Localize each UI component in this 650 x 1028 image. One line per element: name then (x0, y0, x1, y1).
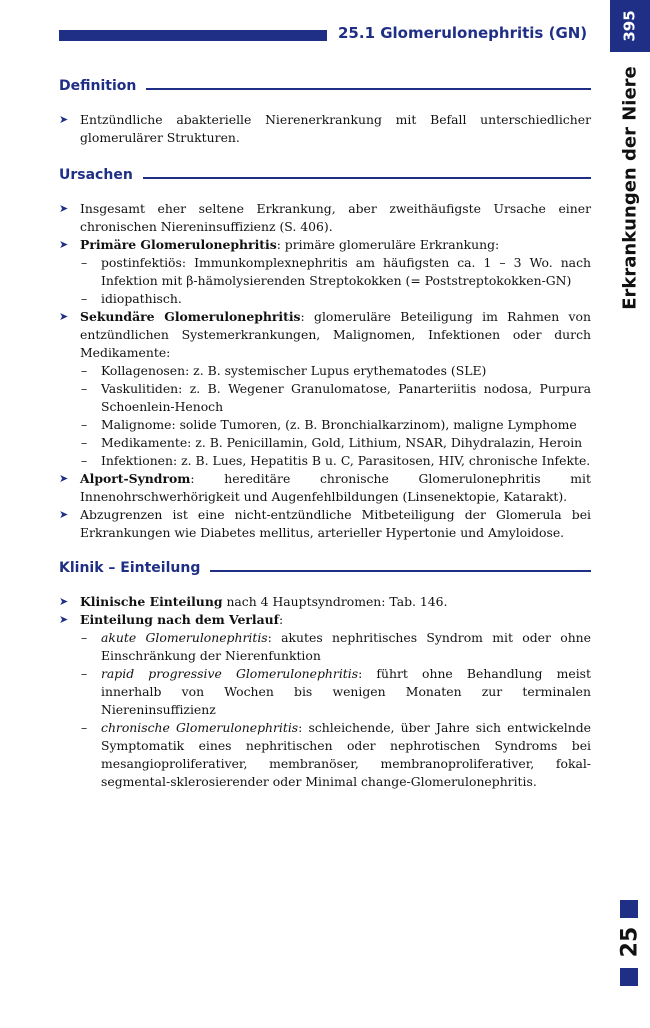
sub-item: – Malignome: solide Tumoren, (z. B. Bronchialkarzinom), maligne Lymphome (59, 416, 591, 434)
list-item: ➤ Insgesamt eher seltene Erkrankung, aber zweithäufigste Ursache einer chronischen Niereninsuffizienz (S. 406). (59, 200, 591, 236)
sub-item: – Infektionen: z. B. Lues, Hepatitis B u. C, Parasitosen, HIV, chronische Infekte. (59, 452, 591, 470)
bold-term: Alport-Syndrom (80, 471, 191, 486)
definition-heading (59, 78, 591, 94)
bold-term: Sekundäre Glomerulonephritis (80, 309, 301, 324)
section-title: 25.1 Glomerulonephritis (GN) (338, 24, 588, 42)
klinik-heading (59, 560, 591, 576)
definition-body (59, 111, 591, 147)
klinik-body (59, 593, 591, 791)
heading-rule (143, 177, 591, 179)
italic-term: rapid progressive Glomerulonephritis (101, 666, 359, 681)
heading-rule (146, 88, 591, 90)
chapter-title: Erkrankungen der Niere (619, 66, 641, 310)
list-item: ➤ Entzündliche abakterielle Nierenerkrankung mit Befall unterschiedlicher glomerulärer Strukturen. (59, 111, 591, 147)
chapter-marker-top (620, 900, 638, 918)
chapter-marker-bottom (620, 968, 638, 986)
bold-term: Klinische Einteilung (80, 594, 223, 609)
sub-item: – idiopathisch. (59, 290, 591, 308)
definition-heading-text: Definition (59, 78, 137, 94)
list-item: ➤ Sekundäre Glomerulonephritis: glomeruläre Beteiligung im Rahmen von entzündlichen Systemerkrankungen, Malignomen, Infektionen oder durch Medikamente: (59, 308, 591, 362)
page-number: 395 (621, 10, 639, 42)
list-item: ➤ Klinische Einteilung nach 4 Hauptsyndromen: Tab. 146. (59, 593, 591, 611)
ursachen-heading-text: Ursachen (59, 167, 133, 183)
list-item: ➤ Alport-Syndrom: hereditäre chronische Glomerulonephritis mit Innenohrschwerhörigkeit und Augenfehlbildungen (Linsenektopie, Katarakt). (59, 470, 591, 506)
italic-term: chronische Glomerulonephritis (101, 720, 299, 735)
sub-item: – rapid progressive Glomerulonephritis: führt ohne Behandlung meist innerhalb von Wochen bis wenigen Monaten zur terminalen Niereninsuffizienz (59, 665, 591, 719)
sub-item: – postinfektiös: Immunkomplexnephritis am häufigsten ca. 1 – 3 Wo. nach Infektion mit β-hämolysierenden Streptokokken (= Poststreptokokken-GN) (59, 254, 591, 290)
list-item: ➤ Primäre Glomerulonephritis: primäre glomeruläre Erkrankung: (59, 236, 591, 254)
sub-item: – chronische Glomerulonephritis: schleichende, über Jahre sich entwickelnde Symptomatik eines nephritischen oder nephrotischen Syndroms bei mesangioproliferativer, membranöser, membranoproliferativer, fokal-segmental-sklerosierender oder Minimal change-Glomerulonephritis. (59, 719, 591, 791)
sub-item: – Medikamente: z. B. Penicillamin, Gold, Lithium, NSAR, Dihydralazin, Heroin (59, 434, 591, 452)
italic-term: akute Glomerulonephritis (101, 630, 268, 645)
ursachen-body (59, 200, 591, 542)
bold-term: Primäre Glomerulonephritis (80, 237, 277, 252)
heading-rule (210, 570, 591, 572)
sub-item: – akute Glomerulonephritis: akutes nephritisches Syndrom mit oder ohne Einschränkung der Nierenfunktion (59, 629, 591, 665)
sub-item: – Kollagenosen: z. B. systemischer Lupus erythematodes (SLE) (59, 362, 591, 380)
bold-term: Einteilung nach dem Verlauf (80, 612, 280, 627)
klinik-heading-text: Klinik – Einteilung (59, 560, 201, 576)
page-number-tab (610, 0, 650, 52)
list-item: ➤ Abzugrenzen ist eine nicht-entzündliche Mitbeteiligung der Glomerula bei Erkrankungen wie Diabetes mellitus, arterieller Hypertonie und Amyloidose. (59, 506, 591, 542)
sub-item: – Vaskulitiden: z. B. Wegener Granulomatose, Panarteriitis nodosa, Purpura Schoenlein-Henoch (59, 380, 591, 416)
chapter-number: 25 (617, 926, 643, 958)
header-bar (59, 30, 327, 41)
list-item: ➤ Einteilung nach dem Verlauf: (59, 611, 591, 629)
ursachen-heading (59, 167, 591, 183)
